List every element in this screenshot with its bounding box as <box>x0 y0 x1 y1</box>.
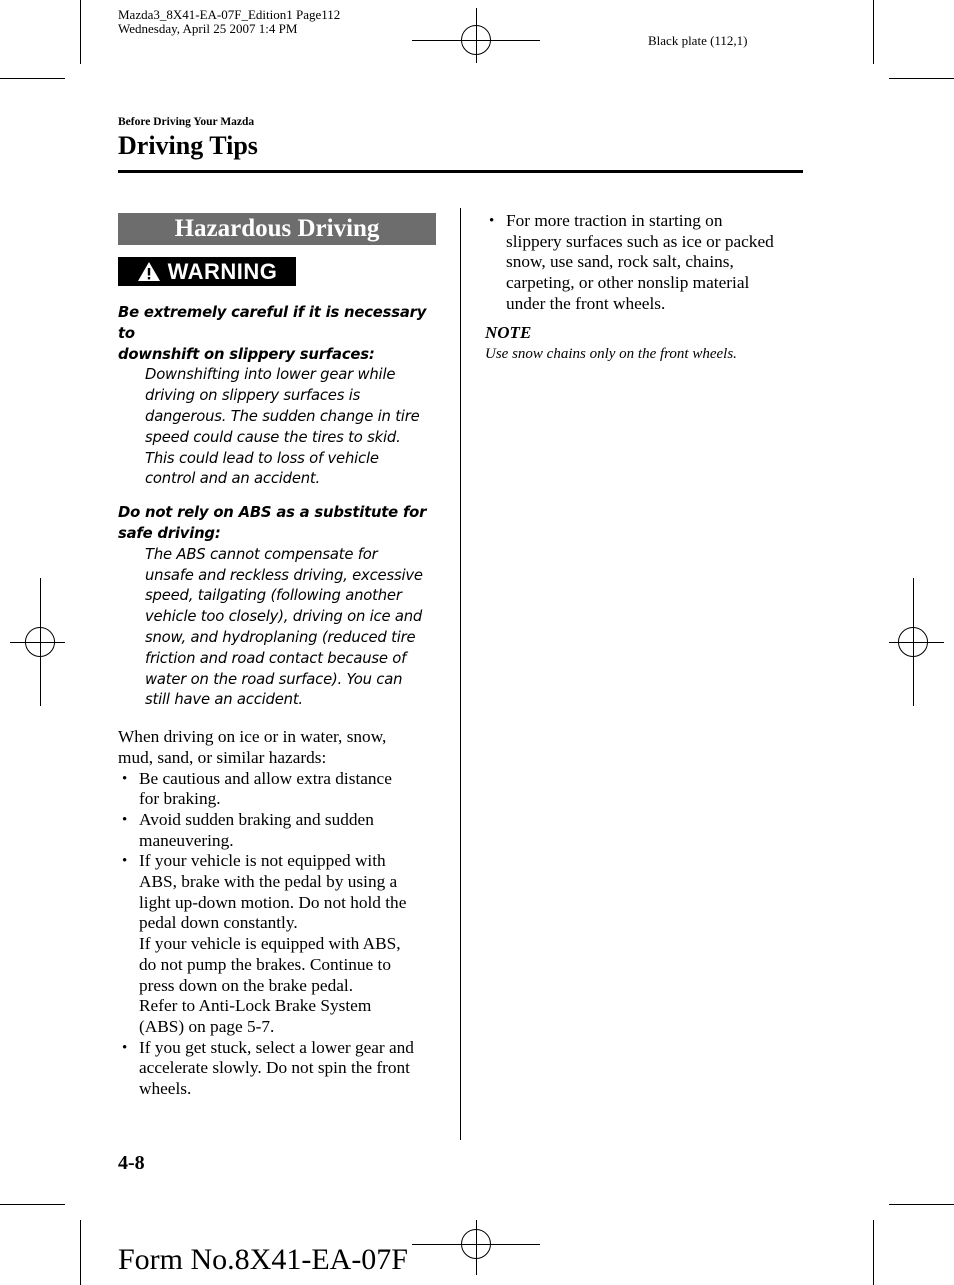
warning-body: Downshifting into lower gear while driving on slippery surfaces is dangerous. The sudden change in tire speed could cause the tires to skid. This could lead to loss of vehicle control and an accident. <box>145 366 420 488</box>
column-divider <box>460 208 461 1140</box>
warning-title: Be extremely careful if it is necessary to downshift on slippery surfaces: <box>118 304 427 363</box>
warning-body: The ABS cannot compensate for unsafe and reckless driving, excessive speed, tailgating (following another vehicle too closely), driving on ice and snow, and hydroplaning (reduced tire friction and road contact because of water on the road surface). You can still have an accident. <box>145 545 423 709</box>
warning-banner <box>118 257 296 286</box>
warning-triangle-icon <box>137 261 161 282</box>
slug-date: Wednesday, April 25 2007 1:4 PM <box>118 21 298 36</box>
intro-paragraph: When driving on ice or in water, snow, mud, sand, or similar hazards: <box>118 727 387 767</box>
note-heading: NOTE <box>485 322 532 342</box>
warning-block-abs <box>118 503 436 711</box>
section-label: Before Driving Your Mazda <box>118 116 255 128</box>
header-rule <box>118 170 803 173</box>
warning-block-downshift <box>118 303 436 490</box>
list-item: • If your vehicle is not equipped with ABS, brake with the pedal by using a light up-down motion. Do not hold the pedal down constantly. If your vehicle is equipped with ABS, do not pump the brakes. Continue to press down on the brake pedal. Refer to Anti-Lock Brake System (ABS) on page 5-7. <box>118 851 436 1037</box>
list-item: • Be cautious and allow extra distance for braking. <box>118 769 436 810</box>
note-text: Use snow chains only on the front wheels. <box>485 346 737 363</box>
list-item: • For more traction in starting on slippery surfaces such as ice or packed snow, use sand, rock salt, chains, carpeting, or other nonslip material under the front wheels. <box>485 211 803 315</box>
left-column <box>118 213 436 1100</box>
page-title: Driving Tips <box>118 131 258 160</box>
warning-label: WARNING <box>167 258 278 284</box>
list-item: • Avoid sudden braking and sudden maneuvering. <box>118 810 436 851</box>
warning-title: Do not rely on ABS as a substitute for safe driving: <box>118 504 427 542</box>
slug-plate: Black plate (112,1) <box>648 33 748 48</box>
form-number: Form No.8X41-EA-07F <box>118 1243 408 1276</box>
slug-file: Mazda3_8X41-EA-07F_Edition1 Page112 <box>118 7 341 22</box>
page-number: 4-8 <box>118 1152 145 1174</box>
hazard-list <box>118 769 436 1100</box>
list-item: • If you get stuck, select a lower gear and accelerate slowly. Do not spin the front wheels. <box>118 1038 436 1100</box>
topic-title-box: Hazardous Driving <box>118 213 436 245</box>
right-column <box>485 211 803 365</box>
